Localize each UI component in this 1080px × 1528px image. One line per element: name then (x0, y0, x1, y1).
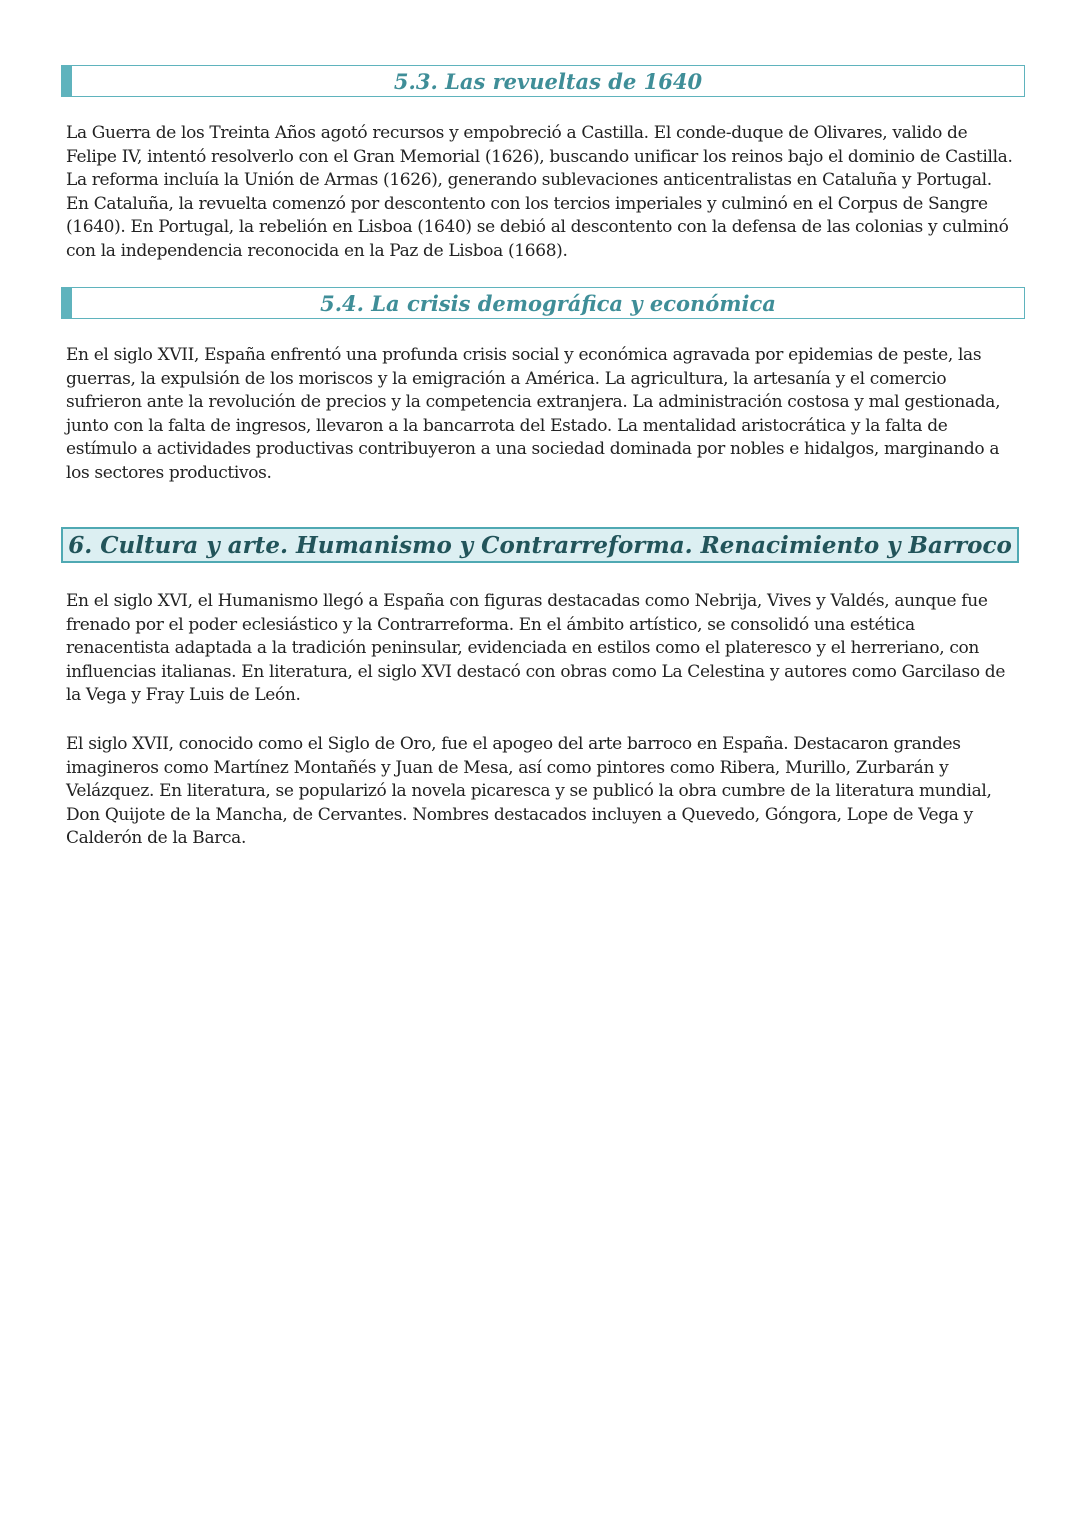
section-heading-5-4 (61, 287, 1025, 319)
paragraph-siglo-de-oro: El siglo XVII, conocido como el Siglo de Oro, fue el apogeo del arte barroco en España. Destacaron grandes imagineros como Martínez Montañés y Juan de Mesa, así como pintores como Ribera, Murillo, Zurbarán y Velázquez. En literatura, se popularizó la novela picaresca y se publicó la obra cumbre de la literatura mundial, Don Quijote de la Mancha, de Cervantes. Nombres destacados incluyen a Quevedo, Góngora, Lope de Vega y Calderón de la Barca. (66, 734, 992, 848)
section-heading-text: 5.4. La crisis demográfica y económica (320, 290, 776, 316)
section-heading-6 (61, 527, 1019, 563)
section-heading-5-3 (61, 65, 1025, 97)
section-heading-text: 6. Cultura y arte. Humanismo y Contrarreforma. Renacimiento y Barroco (68, 531, 1012, 559)
paragraph-crisis: En el siglo XVII, España enfrentó una profunda crisis social y económica agravada por epidemias de peste, las guerras, la expulsión de los moriscos y la emigración a América. La agricultura, la artesanía y el comercio sufrieron ante la revolución de precios y la competencia extranjera. La administración costosa y mal gestionada, junto con la falta de ingresos, llevaron a la bancarrota del Estado. La mentalidad aristocrática y la falta de estímulo a actividades productivas contribuyeron a una sociedad dominada por nobles e hidalgos, marginando a los sectores productivos. (66, 345, 1001, 483)
paragraph-revueltas: La Guerra de los Treinta Años agotó recursos y empobreció a Castilla. El conde-duque de Olivares, valido de Felipe IV, intentó resolverlo con el Gran Memorial (1626), buscando unificar los reinos bajo el dominio de Castilla. La reforma incluía la Unión de Armas (1626), generando sublevaciones anticentralistas en Cataluña y Portugal. En Cataluña, la revuelta comenzó por descontento con los tercios imperiales y culminó en el Corpus de Sangre (1640). En Portugal, la rebelión en Lisboa (1640) se debió al descontento con la defensa de las colonias y culminó con la independencia reconocida en la Paz de Lisboa (1668). (66, 123, 1013, 261)
paragraph-humanismo: En el siglo XVI, el Humanismo llegó a España con figuras destacadas como Nebrija, Vives y Valdés, aunque fue frenado por el poder eclesiástico y la Contrarreforma. En el ámbito artístico, se consolidó una estética renacentista adaptada a la tradición peninsular, evidenciada en estilos como el plateresco y el herreriano, con influencias italianas. En literatura, el siglo XVI destacó con obras como La Celestina y autores como Garcilaso de la Vega y Fray Luis de León. (66, 591, 1006, 705)
section-heading-text: 5.3. Las revueltas de 1640 (393, 68, 703, 94)
